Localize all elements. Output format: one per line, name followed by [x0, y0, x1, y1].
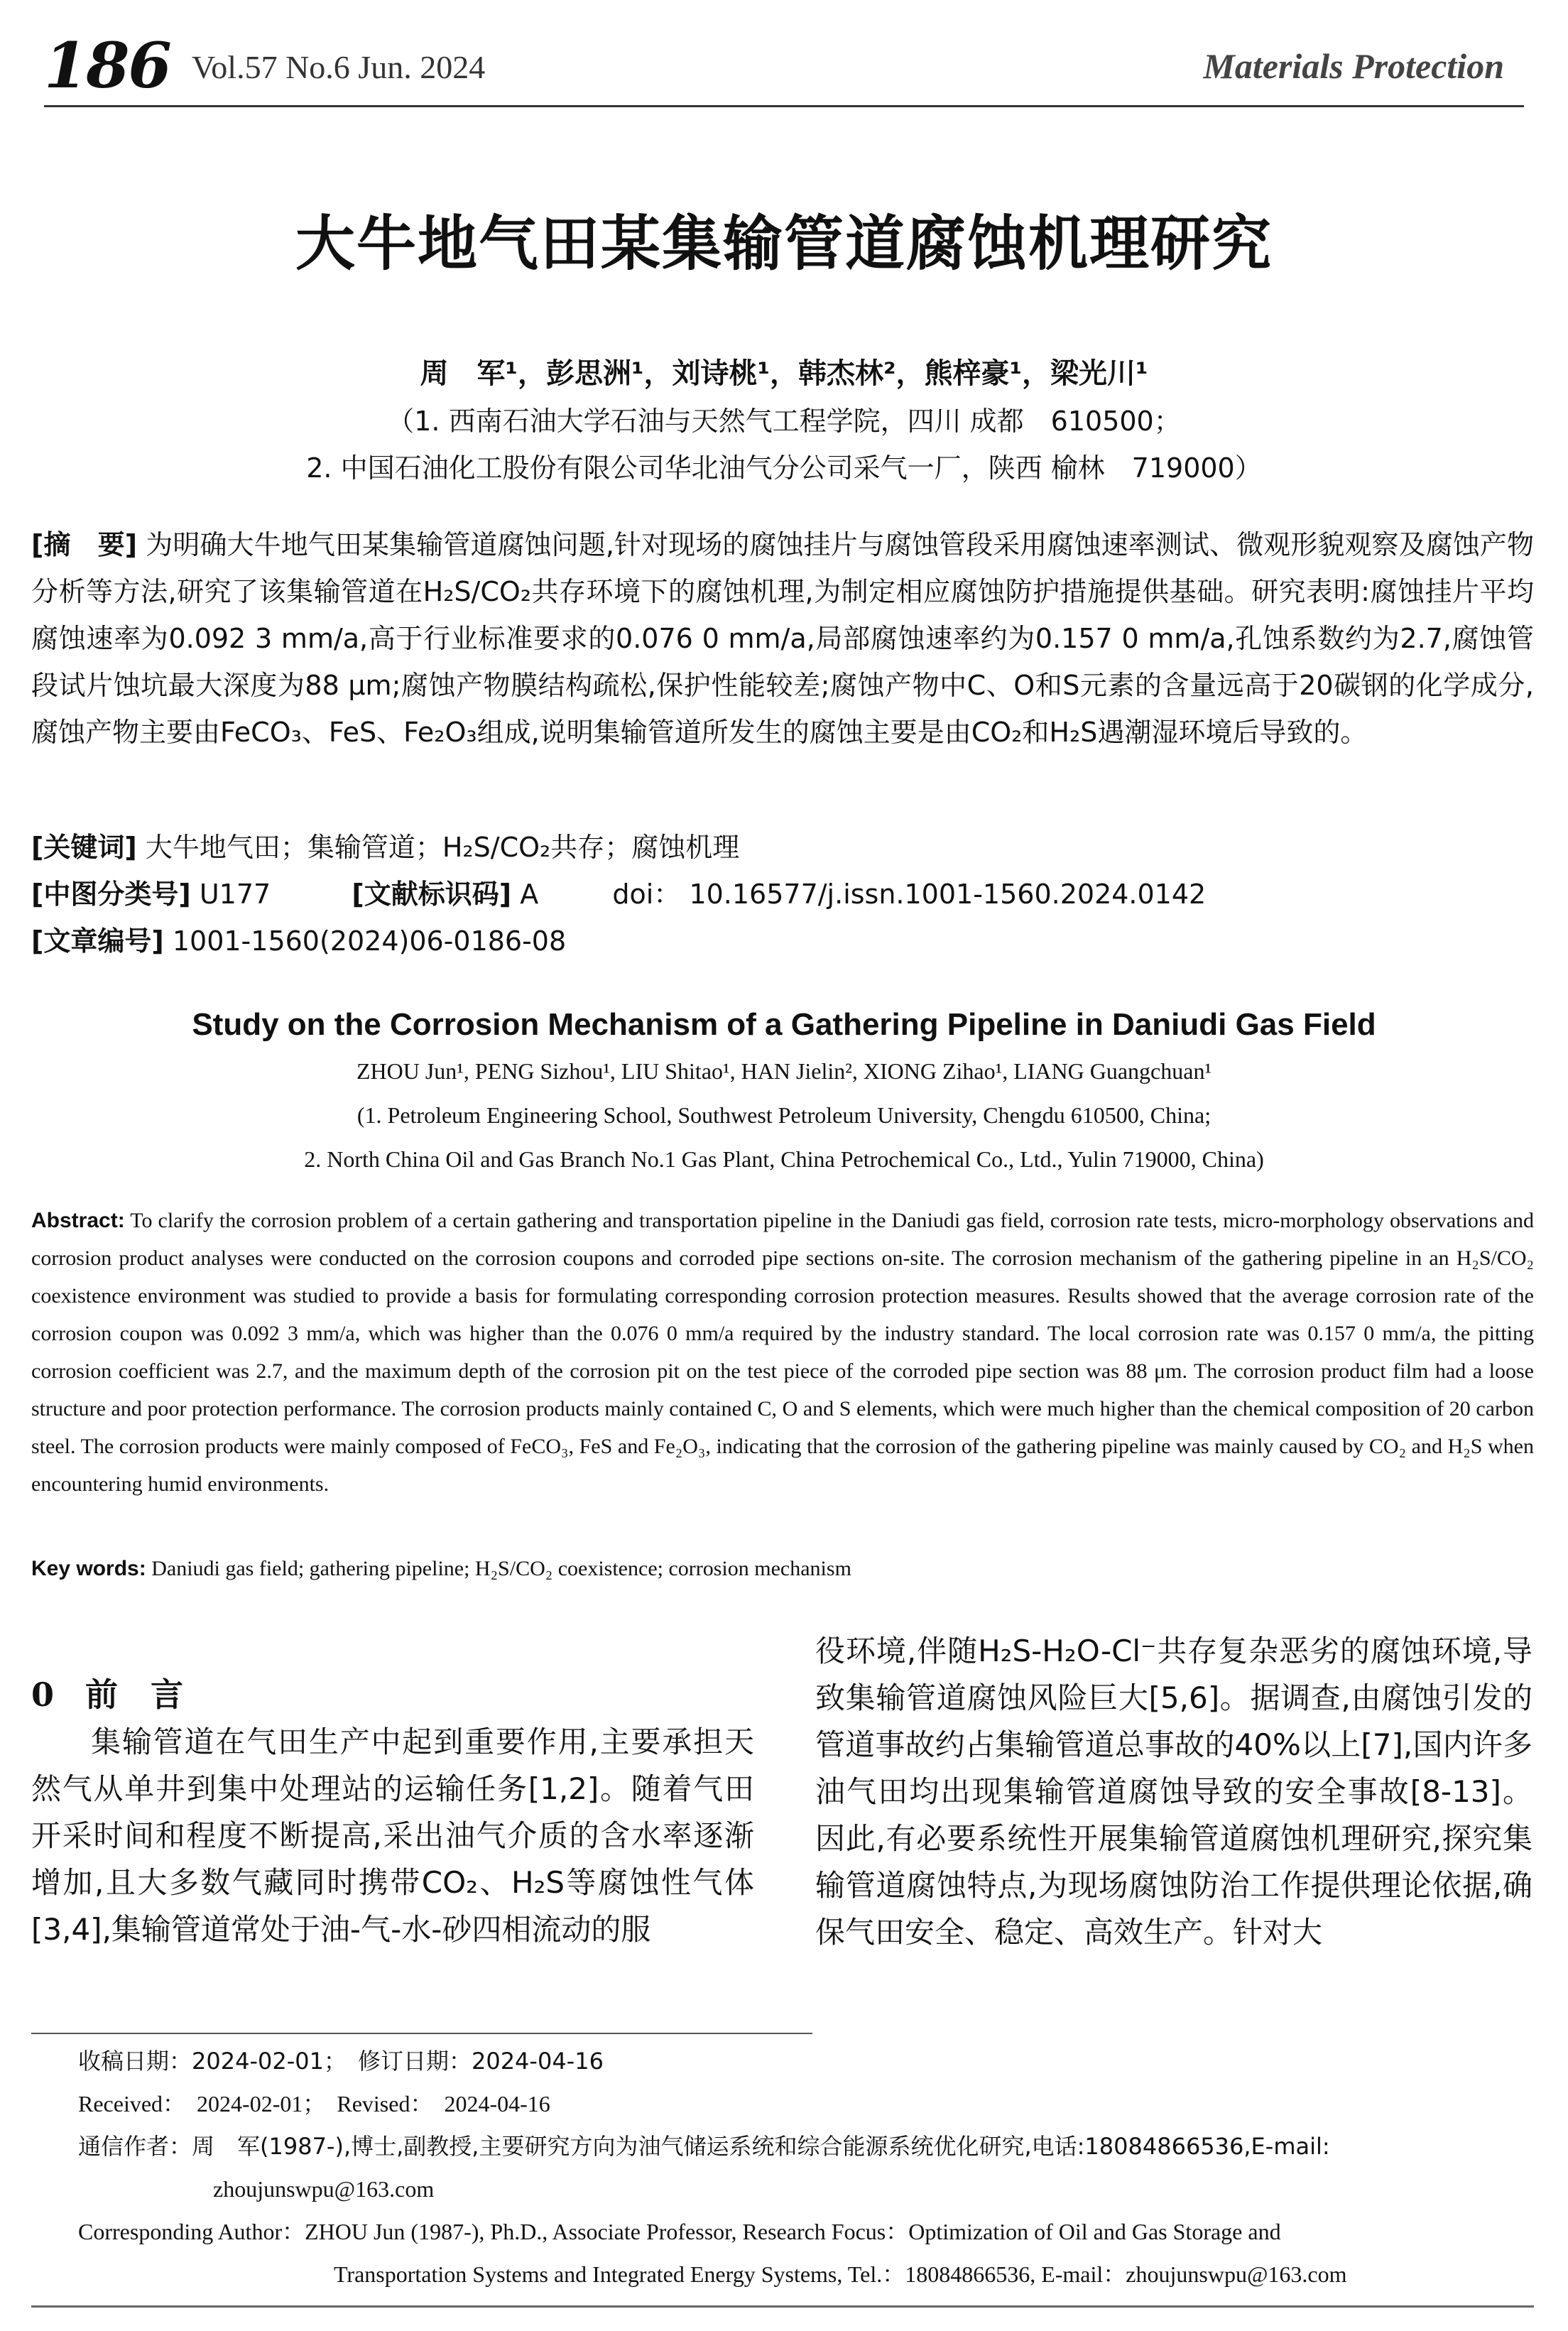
abstract-cn-label: [摘 要]	[31, 529, 138, 560]
article-number-line	[31, 918, 1534, 965]
affiliation-cn-2: 2. 中国石油化工股份有限公司华北油气分公司采气一厂，陕西 榆林 719000）	[306, 452, 1262, 484]
doi-label: doi：	[612, 879, 681, 910]
affiliation-cn-1: （1. 西南石油大学石油与天然气工程学院，四川 成都 610500；	[387, 406, 1181, 437]
affiliation-en-1: (1. Petroleum Engineering School, Southwest Petroleum University, Chengdu 610500, China;	[356, 1102, 1212, 1128]
authors-en: ZHOU Jun¹, PENG Sizhou¹, LIU Shitao¹, HAN Jielin², XIONG Zihao¹, LIANG Guangchuan¹	[356, 1058, 1212, 1084]
corresponding-author-en: Corresponding Author：ZHOU Jun (1987-), Ph.D., Associate Professor, Research Focus：Optimization of Oil and Gas Storage and	[78, 2219, 1281, 2244]
section-title: 前 言	[85, 1675, 184, 1714]
doc-code-label: [文献标识码]	[352, 879, 512, 910]
keywords-cn-text: 大牛地气田；集输管道；H₂S/CO₂共存；腐蚀机理	[145, 832, 740, 863]
keywords-cn	[31, 824, 1534, 871]
journal-name: Materials Protection	[1203, 46, 1504, 86]
keywords-en-label: Key words:	[31, 1557, 146, 1580]
abstract-en	[31, 1202, 1534, 1503]
classification-line	[31, 871, 1534, 918]
corresponding-author-cn: 通信作者：周 军(1987-),博士,副教授,主要研究方向为油气储运系统和综合能源系统优化研究,电话:18084866536,E-mail:	[78, 2133, 1330, 2160]
bottom-rule	[31, 2305, 1534, 2308]
body-text-left: 集输管道在气田生产中起到重要作用,主要承担天然气从单井到集中处理站的运输任务[1,2]。随着气田开采时间和程度不断提高,采出油气介质的含水率逐渐增加,且大多数气藏同时携带CO₂、H₂S等腐蚀性气体[3,4],集输管道常处于油-气-水-砂四相流动的服	[31, 1724, 754, 1947]
clc-label: [中图分类号]	[31, 879, 191, 910]
received-date-en: Received： 2024-02-01； Revised： 2024-04-16	[78, 2091, 550, 2117]
authors-cn: 周 军¹，彭思洲¹，刘诗桃¹，韩杰林²，熊梓豪¹，梁光川¹	[420, 357, 1148, 390]
page-number: 186	[44, 28, 170, 102]
article-no-label: [文章编号]	[31, 925, 164, 957]
abstract-cn	[31, 521, 1534, 756]
corresponding-author-email: zhoujunswpu@163.com	[213, 2176, 435, 2202]
footnote-rule	[31, 2033, 812, 2034]
section-number: 0	[31, 1675, 55, 1714]
section-heading	[31, 1669, 203, 1716]
clc-value: U177	[199, 879, 271, 910]
doi-value: 10.16577/j.issn.1001-1560.2024.0142	[689, 879, 1207, 910]
corresponding-author-en-2: Transportation Systems and Integrated Energy Systems, Tel.：18084866536, E-mail：zhoujunswpu@163.com	[334, 2261, 1347, 2287]
article-no-value: 1001-1560(2024)06-0186-08	[172, 925, 567, 957]
header-rule	[44, 105, 1524, 107]
abstract-cn-text: 为明确大牛地气田某集输管道腐蚀问题,针对现场的腐蚀挂片与腐蚀管段采用腐蚀速率测试、微观形貌观察及腐蚀产物分析等方法,研究了该集输管道在H₂S/CO₂共存环境下的腐蚀机理,为制定相应腐蚀防护措施提供基础。研究表明:腐蚀挂片平均腐蚀速率为0.092 3 mm/a,高于行业标准要求的0.076 0 mm/a,局部腐蚀速率约为0.157 0 mm/a,孔蚀系数约为2.7,腐蚀管段试片蚀坑最大深度为88 μm;腐蚀产物膜结构疏松,保护性能较差;腐蚀产物中C、O和S元素的含量远高于20碳钢的化学成分,腐蚀产物主要由FeCO₃、FeS、Fe₂O₃组成,说明集输管道所发生的腐蚀主要是由CO₂和H₂S遇潮湿环境后导致的。	[31, 529, 1534, 748]
title-en: Study on the Corrosion Mechanism of a Gathering Pipeline in Daniudi Gas Field	[192, 1007, 1376, 1042]
title-cn: 大牛地气田某集输管道腐蚀机理研究	[295, 209, 1273, 278]
abstract-en-label: Abstract:	[31, 1209, 125, 1232]
received-date-cn: 收稿日期：2024-02-01； 修订日期：2024-04-16	[78, 2048, 604, 2075]
affiliation-en-2: 2. North China Oil and Gas Branch No.1 Gas Plant, China Petrochemical Co., Ltd., Yulin 719000, China)	[304, 1146, 1264, 1172]
keywords-en-text: Daniudi gas field; gathering pipeline; H₂S/CO₂ coexistence; corrosion mechanism	[151, 1557, 851, 1580]
keywords-cn-label: [关键词]	[31, 832, 137, 863]
doc-code-value: A	[520, 879, 539, 910]
volume-info: Vol.57 No.6 Jun. 2024	[192, 49, 486, 85]
abstract-en-text: To clarify the corrosion problem of a certain gathering and transportation pipeline in the Daniudi gas field, corrosion rate tests, micro-morphology observations and corrosion product analyses were conducted on the corrosion coupons and corroded pipe sections on-site. The corrosion mechanism of the gathering pipeline in an H₂S/CO₂ coexistence environment was studied to provide a basis for formulating corresponding corrosion protection measures. Results showed that the average corrosion rate of the corrosion coupon was 0.092 3 mm/a, which was higher than the 0.076 0 mm/a required by the industry standard. The local corrosion rate was 0.157 0 mm/a, the pitting corrosion coefficient was 2.7, and the maximum depth of the corrosion pit on the test piece of the corroded pipe section was 88 μm. The corrosion product film had a loose structure and poor protection performance. The corrosion products mainly contained C, O and S elements, which were much higher than the chemical composition of 20 carbon steel. The corrosion products were mainly composed of FeCO₃, FeS and Fe₂O₃, indicating that the corrosion of the gathering pipeline was mainly caused by CO₂ and H₂S when encountering humid environments.	[31, 1209, 1534, 1496]
body-text-right: 役环境,伴随H₂S-H₂O-Cl⁻共存复杂恶劣的腐蚀环境,导致集输管道腐蚀风险巨大[5,6]。据调查,由腐蚀引发的管道事故约占集输管道总事故的40%以上[7],国内许多油气田均出现集输管道腐蚀导致的安全事故[8-13]。因此,有必要系统性开展集输管道腐蚀机理研究,探究集输管道腐蚀特点,为现场腐蚀防治工作提供理论依据,确保气田安全、稳定、高效生产。针对大	[815, 1634, 1532, 1950]
keywords-en	[31, 1557, 1534, 1581]
